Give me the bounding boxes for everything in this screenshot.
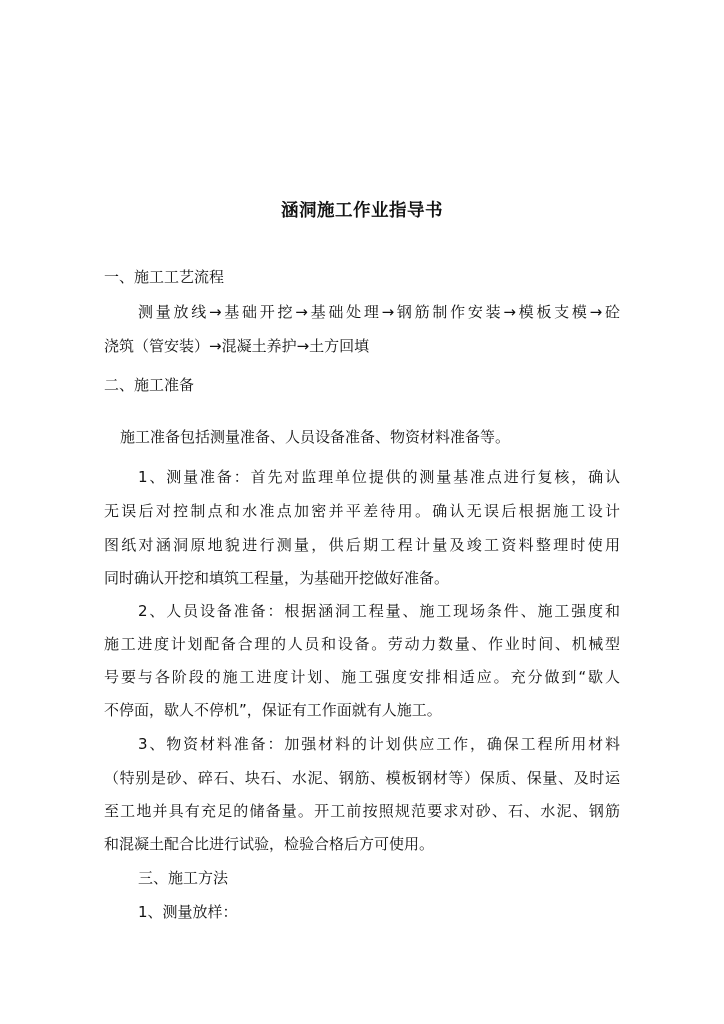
paragraph-line: 1、测量准备：首先对监理单位提供的测量基准点进行复核，确认: [138, 468, 620, 486]
paragraph-line: 3、物资材料准备：加强材料的计划供应工作，确保工程所用材料: [138, 735, 620, 753]
paragraph-line: （特别是砂、碎石、块石、水泥、钢筋、模板钢材等）保质、保量、及时运: [104, 769, 620, 787]
section-heading-process: 一、施工工艺流程: [104, 268, 225, 286]
paragraph-line: 测量放线→基础开挖→基础处理→钢筋制作安装→模板支模→砼: [138, 303, 620, 321]
paragraph-line: 至工地并具有充足的储备量。开工前按照规范要求对砂、石、水泥、钢筋: [104, 802, 620, 820]
paragraph-line: 号要与各阶段的施工进度计划、施工强度安排相适应。充分做到“歇人: [104, 668, 620, 686]
document-title: 涵洞施工作业指导书: [281, 201, 443, 221]
paragraph-line: 施工准备包括测量准备、人员设备准备、物资材料准备等。: [120, 428, 511, 446]
section-heading-preparation: 二、施工准备: [104, 376, 195, 394]
subsection-heading-survey: 1、测量放样：: [138, 903, 238, 921]
section-heading-method: 三、施工方法: [138, 869, 229, 887]
paragraph-line: 无误后对控制点和水准点加密并平差待用。确认无误后根据施工设计: [104, 502, 620, 520]
paragraph-line: 2、人员设备准备：根据涵洞工程量、施工现场条件、施工强度和: [138, 602, 620, 620]
paragraph-line: 浇筑（管安装）→混凝土养护→土方回填: [104, 337, 370, 355]
paragraph-line: 不停面，歇人不停机”，保证有工作面就有人施工。: [104, 701, 442, 719]
paragraph-line: 图纸对涵洞原地貌进行测量，供后期工程计量及竣工资料整理时使用: [104, 536, 620, 554]
paragraph-line: 施工进度计划配备合理的人员和设备。劳动力数量、作业时间、机械型: [104, 635, 620, 653]
paragraph-line: 同时确认开挖和填筑工程量，为基础开挖做好准备。: [104, 569, 450, 587]
paragraph-line: 和混凝土配合比进行试验，检验合格后方可使用。: [104, 835, 435, 853]
